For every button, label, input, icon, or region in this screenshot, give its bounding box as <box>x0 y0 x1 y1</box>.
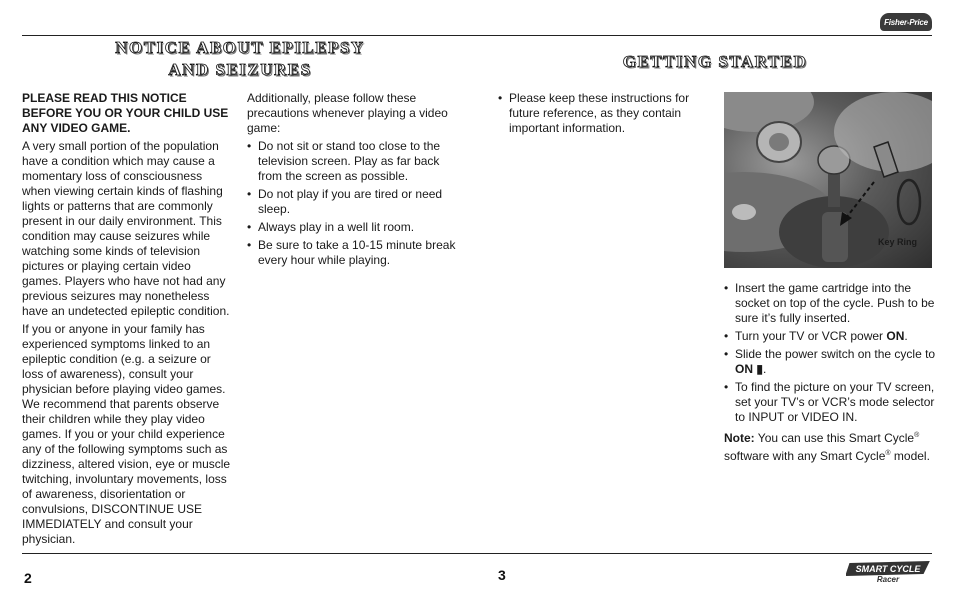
registered-mark: ® <box>885 450 891 457</box>
compatibility-note <box>724 428 936 464</box>
epilepsy-paragraph-2: If you or anyone in your family has experienced symptoms linked to an epileptic condition (e.g. a seizure or loss of awareness), consult your physician before playing video games. We recommend that parents observe their children while they play video games. If you or your child experience any of the following symptoms such as dizziness, altered vision, eye or muscle twitching, involuntary movements, loss of awareness, disorientation or convulsions, DISCONTINUE USE IMMEDIATELY and consult your physician. <box>22 322 231 546</box>
bottom-rule <box>22 553 932 554</box>
note-text: model. <box>890 449 930 463</box>
steps-list <box>724 281 936 425</box>
epilepsy-heading <box>95 37 385 81</box>
product-logo-line1: SMART CYCLE <box>855 564 921 574</box>
epilepsy-heading-line1: NOTICE ABOUT EPILEPSY <box>115 38 365 57</box>
list-item: • To find the picture on your TV screen, set your TV’s or VCR’s mode selector to INPUT or VIDEO IN. <box>724 380 936 425</box>
note-text: You can use this Smart Cycle <box>754 431 915 445</box>
list-item <box>724 329 936 344</box>
registered-mark: ® <box>914 432 920 439</box>
note-text: software with any Smart Cycle <box>724 449 886 463</box>
precautions-list <box>247 139 462 268</box>
epilepsy-column-1 <box>22 91 232 550</box>
list-item <box>724 347 936 377</box>
getting-started-column-1 <box>498 91 693 139</box>
epilepsy-heading-line2: AND SEIZURES <box>168 60 312 79</box>
top-rule <box>22 35 932 36</box>
list-item: • Be sure to take a 10-15 minute break every hour while playing. <box>247 238 462 268</box>
list-item: • Insert the game cartridge into the socket on top of the cycle. Push to be sure it’s fully inserted. <box>724 281 936 326</box>
fisher-price-logo: Fisher-Price <box>880 13 932 31</box>
list-item: • Please keep these instructions for future reference, as they contain important information. <box>498 91 693 136</box>
getting-started-column-2 <box>724 281 936 467</box>
precautions-intro: Additionally, please follow these precautions whenever playing a video game: <box>247 91 448 135</box>
getting-started-heading: GETTING STARTED <box>622 52 808 71</box>
keep-note-list <box>498 91 693 136</box>
page-number-right: 3 <box>498 567 506 583</box>
smart-cycle-racer-logo <box>846 560 932 584</box>
note-label: Note: <box>724 431 755 445</box>
list-item: • Do not sit or stand too close to the television screen. Play as far back from the screen as possible. <box>247 139 462 184</box>
step-text: Turn your TV or VCR power <box>735 329 887 343</box>
list-item: • Always play in a well lit room. <box>247 220 462 235</box>
product-logo-line2: Racer <box>876 575 900 584</box>
key-ring-label: Key Ring <box>878 237 918 247</box>
epilepsy-lead: PLEASE READ THIS NOTICE BEFORE YOU OR YOUR CHILD USE ANY VIDEO GAME. <box>22 91 229 135</box>
epilepsy-column-2 <box>247 91 462 271</box>
step-bold: ON ▮ <box>735 362 763 376</box>
step-end: . <box>904 329 908 343</box>
list-item: • Do not play if you are tired or need sleep. <box>247 187 462 217</box>
step-text: Slide the power switch on the cycle to <box>735 347 936 361</box>
page-number-left: 2 <box>24 570 32 586</box>
step-end: . <box>762 362 767 376</box>
step-bold: ON <box>886 329 905 343</box>
epilepsy-paragraph-1: A very small portion of the population have a condition which may cause a momentary loss of consciousness when viewing certain kinds of flashing lights or patterns that are commonly present in our daily environment. This condition may cause seizures while watching some kinds of television pictures or playing certain video games. Players who have not had any previous seizures may nonetheless have an undetected epileptic condition. <box>22 139 230 318</box>
